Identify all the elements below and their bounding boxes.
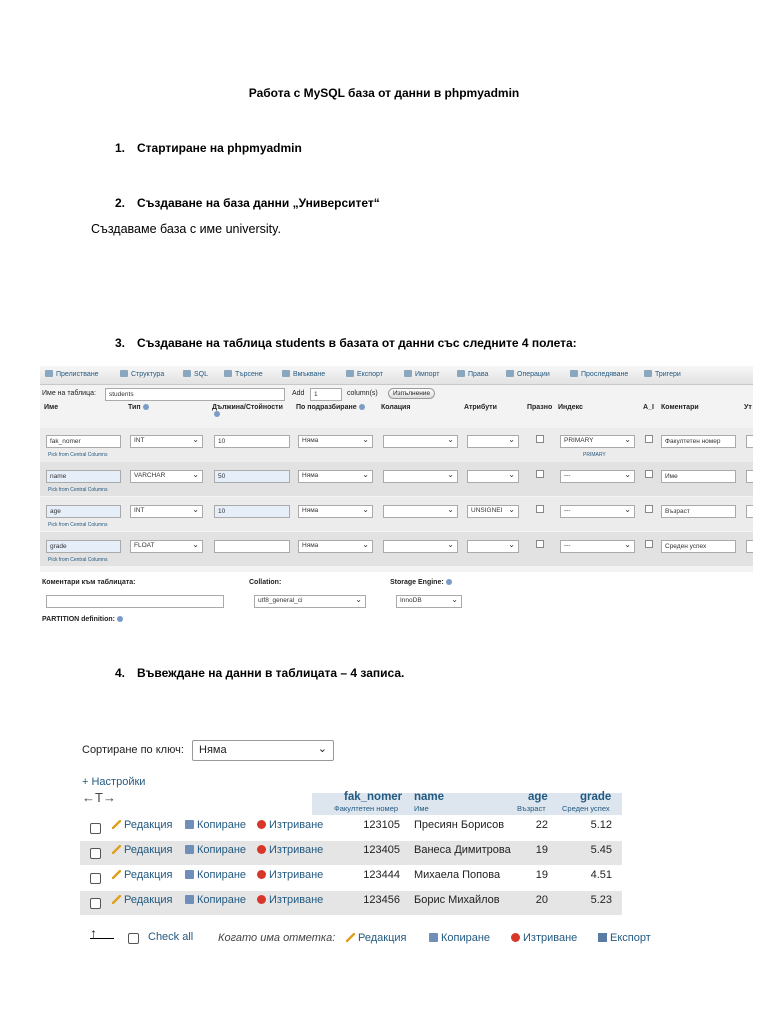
column-attribute-select[interactable]	[467, 470, 519, 483]
copy-link[interactable]: Копиране	[185, 844, 246, 856]
pma-tab-bar	[40, 366, 753, 385]
pma-create-table-screenshot	[40, 366, 753, 628]
sql-icon	[183, 370, 191, 377]
column-name-input[interactable]	[46, 470, 121, 483]
check-all-label[interactable]: Check all	[148, 931, 194, 943]
copy-icon	[185, 895, 194, 904]
table-name-label: Име на таблица:	[42, 390, 96, 397]
header-default: По подразбиране	[296, 404, 365, 411]
insert-icon	[282, 370, 290, 377]
column-index-select[interactable]: PRIMARY ⌄	[560, 435, 635, 448]
column-default-select[interactable]: Няма ⌄	[298, 540, 373, 553]
delete-link[interactable]: Изтриване	[257, 819, 323, 831]
pick-central-columns-link[interactable]: Pick from Central Columns	[48, 522, 108, 528]
search-icon	[224, 370, 232, 377]
table-row	[80, 891, 622, 915]
partition-label: PARTITION definition:	[42, 616, 123, 623]
sort-by-key-value: Няма	[199, 744, 227, 756]
step-3-heading	[115, 336, 577, 350]
info-icon	[143, 404, 149, 410]
column-name-input[interactable]	[46, 435, 121, 448]
column-comment-input[interactable]	[661, 505, 736, 518]
storage-engine-select[interactable]: InnoDB ⌄	[396, 595, 462, 608]
tab-import[interactable]: Импорт	[404, 370, 439, 378]
step-number: 2.	[115, 196, 126, 210]
column-type-select[interactable]: FLOAT ⌄	[130, 540, 203, 553]
column-header-grade[interactable]: grade	[580, 791, 612, 803]
cell-fak-nomer: 123444	[363, 869, 400, 881]
column-index-select[interactable]: --- ⌄	[560, 540, 635, 553]
cell-grade: 5.45	[590, 844, 612, 856]
row-checkbox[interactable]	[90, 823, 101, 834]
info-icon	[446, 579, 452, 585]
header-null: Празно	[527, 404, 553, 411]
with-selected-label: Когато има отметка:	[218, 932, 336, 944]
header-collation: Колация	[381, 404, 411, 411]
tab-export[interactable]: Експорт	[346, 370, 383, 378]
step-number: 3.	[115, 336, 126, 350]
edit-link[interactable]: Редакция	[112, 869, 172, 881]
column-type-select[interactable]: INT ⌄	[130, 435, 203, 448]
browse-icon	[45, 370, 53, 377]
add-columns-input[interactable]	[310, 388, 342, 401]
edit-link[interactable]: Редакция	[112, 844, 172, 856]
cell-age: 19	[535, 869, 548, 881]
collation-label: Collation:	[249, 579, 282, 586]
tab-operations[interactable]: Операции	[506, 370, 550, 378]
delete-icon	[511, 933, 520, 942]
delete-link[interactable]: Изтриване	[257, 894, 323, 906]
header-attributes: Атрибути	[464, 404, 497, 411]
step-1-heading	[115, 141, 302, 155]
column-length-input[interactable]	[214, 470, 290, 483]
export-icon	[346, 370, 354, 377]
info-icon	[117, 616, 123, 622]
null-checkbox[interactable]	[536, 540, 544, 548]
column-default-select[interactable]: Няма ⌄	[298, 470, 373, 483]
column-resize-arrows-icon[interactable]: ←T→	[82, 790, 116, 805]
collation-select[interactable]: utf8_general_ci ⌄	[254, 595, 366, 608]
delete-link[interactable]: Изтриване	[257, 844, 323, 856]
column-length-input[interactable]	[214, 435, 290, 448]
cell-age: 19	[535, 844, 548, 856]
column-type-select[interactable]: VARCHAR ⌄	[130, 470, 203, 483]
column-comment-fak-nomer: Факултетен номер	[334, 804, 399, 813]
table-name-input[interactable]	[105, 388, 285, 401]
document-title: Работа с MySQL база от данни в phpmyadmin	[248, 86, 520, 100]
step-number: 4.	[115, 666, 126, 680]
cell-age: 22	[535, 819, 548, 831]
step-2-heading	[115, 196, 380, 210]
column-attribute-select[interactable]	[467, 540, 519, 553]
ai-checkbox[interactable]	[645, 435, 653, 443]
arrow-up-icon: ↑	[90, 928, 114, 939]
cell-age: 20	[535, 894, 548, 906]
ai-checkbox[interactable]	[645, 505, 653, 513]
cell-fak-nomer: 123456	[363, 894, 400, 906]
column-comment-input[interactable]	[661, 435, 736, 448]
cell-name: Михаела Попова	[414, 869, 501, 881]
tab-search[interactable]: Търсене	[224, 370, 263, 378]
header-name: Име	[44, 404, 59, 411]
step-4-heading	[115, 666, 404, 680]
header-index: Индекс	[558, 404, 583, 411]
cell-fak-nomer: 123405	[363, 844, 400, 856]
column-comment-input[interactable]	[661, 540, 736, 553]
ai-checkbox[interactable]	[645, 540, 653, 548]
step-text: Стартиране на phpmyadmin	[137, 141, 302, 155]
check-all-checkbox[interactable]	[128, 933, 139, 944]
chevron-down-icon: ⌄	[317, 743, 327, 755]
sort-by-key-label: Сортиране по ключ:	[82, 744, 184, 756]
tab-tracking[interactable]: Проследяване	[570, 370, 628, 378]
column-collation-select[interactable]	[383, 540, 458, 553]
table-comments-input[interactable]	[46, 595, 224, 608]
pencil-icon	[346, 933, 355, 942]
pencil-icon	[112, 895, 121, 904]
null-checkbox[interactable]	[536, 435, 544, 443]
info-icon	[214, 411, 220, 417]
pick-central-columns-link[interactable]: Pick from Central Columns	[48, 557, 108, 563]
pma-browse-screenshot	[80, 738, 670, 953]
column-comment-name: Име	[414, 804, 429, 813]
triggers-icon	[644, 370, 652, 377]
edit-link[interactable]: Редакция	[112, 894, 172, 906]
step-text: Създаване на база данни „Университет“	[137, 196, 380, 210]
column-default-select[interactable]: Няма ⌄	[298, 505, 373, 518]
table-row	[80, 866, 622, 890]
row-checkbox[interactable]	[90, 898, 101, 909]
cell-name: Пресиян Борисов	[414, 819, 505, 831]
tab-insert[interactable]: Вмъкване	[282, 370, 325, 378]
copy-link[interactable]: Копиране	[185, 894, 246, 906]
column-length-input[interactable]	[214, 505, 290, 518]
column-name-input[interactable]	[46, 540, 121, 553]
table-row	[80, 816, 622, 840]
eye-icon	[570, 370, 578, 377]
column-index-select[interactable]: --- ⌄	[560, 505, 635, 518]
column-comment-input[interactable]	[661, 470, 736, 483]
step-2-paragraph: Създаваме база с име university.	[91, 222, 281, 236]
column-collation-select[interactable]	[383, 435, 458, 448]
row-checkbox[interactable]	[90, 873, 101, 884]
row-checkbox[interactable]	[90, 848, 101, 859]
info-icon	[359, 404, 365, 410]
tab-browse[interactable]: Прелистване	[45, 370, 99, 378]
column-extra-input[interactable]	[746, 505, 753, 518]
bulk-edit-link[interactable]: Редакция	[346, 932, 406, 944]
wrench-icon	[506, 370, 514, 377]
structure-icon	[120, 370, 128, 377]
copy-icon	[185, 820, 194, 829]
delete-link[interactable]: Изтриване	[257, 869, 323, 881]
column-header-fak-nomer[interactable]: fak_nomer	[344, 791, 403, 803]
tab-structure[interactable]: Структура	[120, 370, 164, 378]
column-attribute-select[interactable]: UNSIGNEI ⌄	[467, 505, 519, 518]
settings-link[interactable]: + Настройки	[82, 776, 146, 788]
column-comment-grade: Среден успех	[562, 804, 610, 813]
delete-icon	[257, 820, 266, 829]
column-collation-select[interactable]	[383, 505, 458, 518]
column-header-name[interactable]: name	[414, 791, 445, 803]
null-checkbox[interactable]	[536, 505, 544, 513]
step-text: Въвеждане на данни в таблицата – 4 записа.	[137, 666, 405, 680]
pencil-icon	[112, 820, 121, 829]
column-collation-select[interactable]	[383, 470, 458, 483]
tab-sql[interactable]: SQL	[183, 370, 208, 378]
cell-name: Борис Михайлов	[414, 894, 500, 906]
pencil-icon	[112, 845, 121, 854]
header-length: Дължина/Стойности	[212, 404, 283, 418]
cell-grade: 4.51	[590, 869, 612, 881]
bulk-delete-link[interactable]: Изтриване	[511, 932, 577, 944]
column-length-input[interactable]	[214, 540, 290, 553]
copy-icon	[429, 933, 438, 942]
tab-privileges[interactable]: Права	[457, 370, 488, 378]
copy-icon	[185, 845, 194, 854]
cell-fak-nomer: 123105	[363, 819, 400, 831]
pick-central-columns-link[interactable]: Pick from Central Columns	[48, 487, 108, 493]
null-checkbox[interactable]	[536, 470, 544, 478]
header-comments: Коментари	[661, 404, 699, 411]
bulk-export-link[interactable]: Експорт	[598, 932, 651, 944]
bulk-copy-link[interactable]: Копиране	[429, 932, 490, 944]
cell-name: Ванеса Димитрова	[414, 844, 511, 856]
copy-link[interactable]: Копиране	[185, 819, 246, 831]
table-row	[80, 841, 622, 865]
edit-link[interactable]: Редакция	[112, 819, 172, 831]
header-ai: A_I	[643, 404, 654, 411]
delete-icon	[257, 895, 266, 904]
column-comment-age: Възраст	[517, 804, 546, 813]
table-comments-label: Коментари към таблицата:	[42, 579, 136, 586]
import-icon	[404, 370, 412, 377]
column-extra-input[interactable]	[746, 435, 753, 448]
column-attribute-select[interactable]	[467, 435, 519, 448]
column-default-select[interactable]: Няма ⌄	[298, 435, 373, 448]
index-note: PRIMARY	[583, 452, 606, 458]
header-type: Тип	[128, 404, 149, 411]
columns-label: column(s)	[347, 390, 378, 397]
delete-icon	[257, 870, 266, 879]
go-button[interactable]: Изпълнение	[388, 388, 435, 399]
column-type-select[interactable]: INT ⌄	[130, 505, 203, 518]
cell-grade: 5.23	[590, 894, 612, 906]
ai-checkbox[interactable]	[645, 470, 653, 478]
column-index-select[interactable]: --- ⌄	[560, 470, 635, 483]
header-extra: Ут	[744, 404, 752, 411]
delete-icon	[257, 845, 266, 854]
add-label: Add	[292, 390, 305, 397]
privileges-icon	[457, 370, 465, 377]
copy-link[interactable]: Копиране	[185, 869, 246, 881]
sort-by-key-select[interactable]	[192, 740, 334, 761]
storage-engine-label: Storage Engine:	[390, 579, 452, 586]
copy-icon	[185, 870, 194, 879]
pencil-icon	[112, 870, 121, 879]
step-number: 1.	[115, 141, 126, 155]
step-text: Създаване на таблица students в базата от данни със следните 4 полета:	[137, 336, 577, 350]
column-extra-input[interactable]	[746, 470, 753, 483]
tab-triggers[interactable]: Тригери	[644, 370, 681, 378]
cell-grade: 5.12	[590, 819, 612, 831]
pick-central-columns-link[interactable]: Pick from Central Columns	[48, 452, 108, 458]
column-extra-input[interactable]	[746, 540, 753, 553]
column-name-input[interactable]	[46, 505, 121, 518]
column-header-age[interactable]: age	[528, 791, 548, 803]
export-icon	[598, 933, 607, 942]
